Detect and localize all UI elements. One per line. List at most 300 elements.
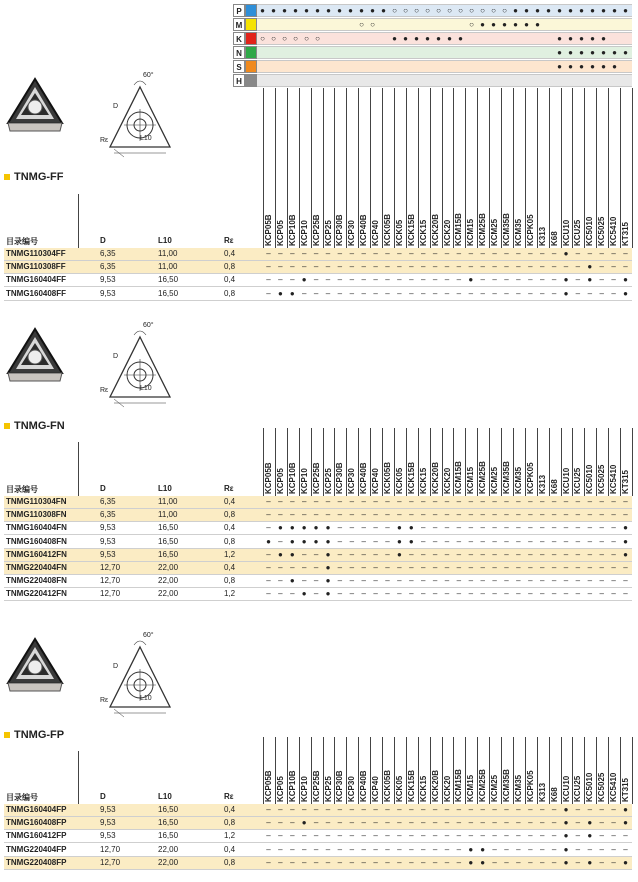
legend-mark: ● <box>535 20 540 29</box>
grade-name: KCP30B <box>335 214 345 246</box>
unavailable-dash: – <box>468 510 474 520</box>
unavailable-dash: – <box>575 262 581 272</box>
grade-name: KCP30 <box>347 220 357 246</box>
available-dot: ● <box>313 523 319 533</box>
grade-name: KCM35B <box>502 213 511 246</box>
grade-name: KCM25B <box>478 461 488 494</box>
unavailable-dash: – <box>528 576 533 586</box>
unavailable-dash: – <box>468 249 474 258</box>
unavailable-dash: – <box>290 805 295 814</box>
legend-mark <box>521 61 532 72</box>
unavailable-dash: – <box>290 857 295 867</box>
unavailable-dash: – <box>599 844 604 854</box>
legend-mark: ○ <box>491 6 496 15</box>
grade-name: KCP05 <box>275 776 285 802</box>
grade-name: KCM25B <box>478 769 488 802</box>
available-dot: ● <box>408 523 414 533</box>
unavailable-dash: – <box>587 576 593 586</box>
grade-name: KCP05B <box>264 770 273 802</box>
unavailable-dash: – <box>420 510 426 520</box>
legend-mark <box>477 47 488 58</box>
unavailable-dash: – <box>504 262 509 272</box>
legend-mark: ○ <box>359 20 364 29</box>
unavailable-dash: – <box>587 805 593 814</box>
unavailable-dash: – <box>539 536 545 546</box>
unavailable-dash: – <box>504 857 509 867</box>
unavailable-dash: – <box>492 818 497 828</box>
grade-name: KCP25B <box>311 214 321 246</box>
unavailable-dash: – <box>492 510 497 520</box>
cell-l10: 22,00 <box>158 589 179 599</box>
section-bullet-icon <box>4 423 10 429</box>
unavailable-dash: – <box>528 497 533 506</box>
grade-name: KCM35B <box>502 769 511 802</box>
unavailable-dash: – <box>325 818 331 828</box>
grade-name: KCP05B <box>264 214 273 246</box>
legend-mark: ● <box>601 48 606 57</box>
unavailable-dash: – <box>397 288 402 298</box>
grade-name: K313 <box>537 226 547 246</box>
unavailable-dash: – <box>551 805 557 814</box>
legend-mark <box>290 47 301 58</box>
cell-l10: 16,50 <box>158 523 179 533</box>
legend-mark <box>290 61 301 72</box>
available-dot: ● <box>623 549 628 559</box>
unavailable-dash: – <box>385 523 390 533</box>
legend-mark <box>488 75 499 86</box>
unavailable-dash: – <box>385 510 390 520</box>
unavailable-dash: – <box>361 844 366 854</box>
legend-row-n <box>233 46 632 59</box>
unavailable-dash: – <box>563 563 569 572</box>
unavailable-dash: – <box>313 497 319 506</box>
legend-mark: ● <box>612 6 617 15</box>
section-title-text: TNMG-FP <box>14 729 65 741</box>
cell-code: TNMG220404FP <box>6 844 67 854</box>
legend-label: K <box>233 32 245 45</box>
cell-l10: 16,50 <box>158 805 179 814</box>
unavailable-dash: – <box>349 857 355 867</box>
legend-swatch <box>245 60 257 73</box>
unavailable-dash: – <box>409 589 414 599</box>
legend-mark <box>455 75 466 86</box>
legend-mark <box>312 75 323 86</box>
column-header-re: Rε <box>224 236 234 245</box>
unavailable-dash: – <box>409 563 414 572</box>
table-row <box>4 588 632 601</box>
unavailable-dash: – <box>444 288 450 298</box>
legend-mark <box>477 75 488 86</box>
cell-l10: 16,50 <box>158 275 179 285</box>
grade-name: KCP30 <box>347 468 357 494</box>
unavailable-dash: – <box>599 589 604 599</box>
unavailable-dash: – <box>361 576 366 586</box>
legend-mark: ● <box>623 48 628 57</box>
unavailable-dash: – <box>528 288 533 298</box>
legend-mark <box>565 75 576 86</box>
unavailable-dash: – <box>266 262 271 272</box>
unavailable-dash: – <box>611 589 616 599</box>
grade-name: KCK20 <box>442 467 452 494</box>
grade-name: KCP10B <box>287 770 297 802</box>
legend-label: N <box>233 46 245 59</box>
unavailable-dash: – <box>266 818 271 828</box>
unavailable-dash: – <box>397 576 402 586</box>
grade-name: KCM15B <box>454 213 464 246</box>
legend-mark <box>389 47 400 58</box>
diagram-label-d: D <box>113 353 119 360</box>
cell-l10: 22,00 <box>158 576 179 586</box>
legend-swatch <box>245 74 257 87</box>
legend-mark: ○ <box>260 34 265 43</box>
unavailable-dash: – <box>611 262 616 272</box>
legend-mark <box>510 75 521 86</box>
unavailable-dash: – <box>361 497 366 506</box>
unavailable-dash: – <box>373 523 378 533</box>
unavailable-dash: – <box>563 536 569 546</box>
unavailable-dash: – <box>492 563 497 572</box>
legend-mark <box>444 61 455 72</box>
insert-dimension-diagram <box>100 327 180 418</box>
unavailable-dash: – <box>528 275 533 285</box>
unavailable-dash: – <box>361 805 366 814</box>
cell-d: 9,53 <box>100 549 116 559</box>
unavailable-dash: – <box>266 576 271 586</box>
unavailable-dash: – <box>504 576 509 586</box>
available-dot: ● <box>325 549 331 559</box>
section-bullet-icon <box>4 174 10 180</box>
unavailable-dash: – <box>551 549 557 559</box>
legend-mark <box>477 33 488 44</box>
cell-d: 9,53 <box>100 818 116 828</box>
legend-mark: ● <box>612 62 617 71</box>
insert-photo-icon <box>4 635 66 700</box>
available-dot: ● <box>266 536 271 546</box>
available-dot: ● <box>623 536 628 546</box>
legend-mark <box>444 75 455 86</box>
unavailable-dash: – <box>313 288 319 298</box>
table-row <box>4 804 632 817</box>
unavailable-dash: – <box>266 523 271 533</box>
unavailable-dash: – <box>563 497 569 506</box>
unavailable-dash: – <box>313 589 319 599</box>
unavailable-dash: – <box>432 288 438 298</box>
unavailable-dash: – <box>313 831 319 841</box>
diagram-label-re: Rε <box>100 697 109 704</box>
legend-mark <box>257 47 268 58</box>
cell-l10: 16,50 <box>158 831 179 841</box>
unavailable-dash: – <box>385 288 390 298</box>
grade-column-line <box>632 88 633 248</box>
unavailable-dash: – <box>504 523 509 533</box>
available-dot: ● <box>408 536 414 546</box>
unavailable-dash: – <box>587 844 593 854</box>
unavailable-dash: – <box>504 497 509 506</box>
unavailable-dash: – <box>539 589 545 599</box>
unavailable-dash: – <box>337 262 343 272</box>
unavailable-dash: – <box>313 549 319 559</box>
legend-mark <box>356 61 367 72</box>
grade-name: KCU10 <box>561 775 571 802</box>
insert-dimension-diagram <box>100 637 180 728</box>
grade-name: KCM35B <box>502 461 511 494</box>
legend-mark <box>532 75 543 86</box>
legend-mark <box>510 47 521 58</box>
unavailable-dash: – <box>516 831 521 841</box>
legend-mark: ● <box>447 34 452 43</box>
unavailable-dash: – <box>528 844 533 854</box>
unavailable-dash: – <box>373 589 378 599</box>
unavailable-dash: – <box>611 844 616 854</box>
unavailable-dash: – <box>516 275 521 285</box>
unavailable-dash: – <box>373 510 378 520</box>
grade-name: KCU25 <box>573 219 583 246</box>
legend-mark <box>422 61 433 72</box>
grade-name: KCM25 <box>490 774 500 802</box>
diagram-label-angle: 60° <box>143 632 154 639</box>
unavailable-dash: – <box>397 563 402 572</box>
available-dot: ● <box>313 536 319 546</box>
legend-mark <box>268 19 279 30</box>
unavailable-dash: – <box>611 549 616 559</box>
unavailable-dash: – <box>278 576 283 586</box>
unavailable-dash: – <box>373 536 378 546</box>
cell-d: 12,70 <box>100 563 121 572</box>
table-row <box>4 522 632 535</box>
available-dot: ● <box>301 536 307 546</box>
unavailable-dash: – <box>456 805 462 814</box>
unavailable-dash: – <box>444 844 450 854</box>
unavailable-dash: – <box>409 249 414 258</box>
grade-name: KCP25 <box>323 220 333 246</box>
cell-re: 1,2 <box>224 589 236 599</box>
unavailable-dash: – <box>278 536 283 546</box>
unavailable-dash: – <box>456 818 462 828</box>
cell-d: 6,35 <box>100 497 116 506</box>
unavailable-dash: – <box>266 510 271 520</box>
unavailable-dash: – <box>611 563 616 572</box>
legend-mark <box>356 75 367 86</box>
unavailable-dash: – <box>266 589 271 599</box>
unavailable-dash: – <box>456 536 462 546</box>
legend-mark: ● <box>403 34 408 43</box>
legend-mark <box>312 19 323 30</box>
unavailable-dash: – <box>337 523 343 533</box>
grade-name: KT315 <box>621 469 630 494</box>
legend-row-m <box>233 18 632 31</box>
unavailable-dash: – <box>539 497 545 506</box>
legend-mark <box>257 19 268 30</box>
grade-name: KCP40 <box>371 220 381 246</box>
legend-mark: ● <box>579 34 584 43</box>
unavailable-dash: – <box>539 549 545 559</box>
unavailable-dash: – <box>516 510 521 520</box>
grade-name: KC5025 <box>597 216 607 246</box>
unavailable-dash: – <box>492 249 497 258</box>
legend-mark <box>521 75 532 86</box>
legend-mark: ○ <box>304 34 309 43</box>
unavailable-dash: – <box>385 805 390 814</box>
column-header-l10: L10 <box>158 484 172 493</box>
unavailable-dash: – <box>516 563 521 572</box>
unavailable-dash: – <box>361 589 366 599</box>
unavailable-dash: – <box>599 818 604 828</box>
cell-re: 0,8 <box>224 857 236 867</box>
available-dot: ● <box>563 831 569 841</box>
legend-mark: ● <box>535 6 540 15</box>
cell-re: 0,4 <box>224 805 236 814</box>
legend-mark: ● <box>601 34 606 43</box>
section-title-text: TNMG-FF <box>14 171 64 183</box>
grade-name: KCP05B <box>264 462 273 494</box>
unavailable-dash: – <box>611 510 616 520</box>
unavailable-dash: – <box>504 536 509 546</box>
grade-name: KCK05B <box>383 461 392 494</box>
legend-mark: ● <box>436 34 441 43</box>
cell-re: 0,8 <box>224 818 236 828</box>
unavailable-dash: – <box>301 831 307 841</box>
grade-name: KCM35 <box>513 774 523 802</box>
unavailable-dash: – <box>420 576 426 586</box>
legend-mark <box>466 75 477 86</box>
unavailable-dash: – <box>337 510 343 520</box>
unavailable-dash: – <box>278 818 283 828</box>
unavailable-dash: – <box>337 563 343 572</box>
table-row <box>4 857 632 870</box>
legend-mark <box>356 33 367 44</box>
unavailable-dash: – <box>301 576 307 586</box>
unavailable-dash: – <box>516 844 521 854</box>
unavailable-dash: – <box>349 831 355 841</box>
unavailable-dash: – <box>539 523 545 533</box>
available-dot: ● <box>325 536 331 546</box>
unavailable-dash: – <box>349 818 355 828</box>
grade-name: KCK20 <box>442 219 452 246</box>
legend-mark: ○ <box>293 34 298 43</box>
legend-row-s <box>233 60 632 73</box>
unavailable-dash: – <box>432 857 438 867</box>
legend-mark: ● <box>414 34 419 43</box>
unavailable-dash: – <box>587 510 593 520</box>
available-dot: ● <box>289 576 295 586</box>
legend-mark: ● <box>557 48 562 57</box>
unavailable-dash: – <box>444 831 450 841</box>
legend-mark: ○ <box>480 6 485 15</box>
unavailable-dash: – <box>420 831 426 841</box>
legend-mark <box>433 19 444 30</box>
unavailable-dash: – <box>575 844 581 854</box>
legend-mark <box>510 61 521 72</box>
legend-mark <box>598 19 609 30</box>
grade-name: KCK20 <box>442 775 452 802</box>
unavailable-dash: – <box>420 818 426 828</box>
unavailable-dash: – <box>385 844 390 854</box>
unavailable-dash: – <box>623 563 628 572</box>
legend-mark <box>488 47 499 58</box>
unavailable-dash: – <box>432 497 438 506</box>
legend-mark <box>554 75 565 86</box>
legend-mark: ● <box>491 20 496 29</box>
unavailable-dash: – <box>456 262 462 272</box>
unavailable-dash: – <box>539 805 545 814</box>
unavailable-dash: – <box>528 831 533 841</box>
diagram-label-d: D <box>113 663 119 670</box>
legend-mark <box>576 19 587 30</box>
legend-mark <box>587 19 598 30</box>
unavailable-dash: – <box>468 805 474 814</box>
unavailable-dash: – <box>373 844 378 854</box>
unavailable-dash: – <box>492 275 497 285</box>
legend-mark: ○ <box>282 34 287 43</box>
legend-mark: ○ <box>414 6 419 15</box>
legend-mark <box>367 61 378 72</box>
unavailable-dash: – <box>492 857 497 867</box>
unavailable-dash: – <box>539 831 545 841</box>
table-row <box>4 509 632 522</box>
unavailable-dash: – <box>313 818 319 828</box>
diagram-label-re: Rε <box>100 137 109 144</box>
grade-name: KCK15B <box>406 769 416 802</box>
legend-mark <box>279 61 290 72</box>
grade-name: KCK15 <box>418 467 428 494</box>
cell-re: 0,4 <box>224 844 236 854</box>
grade-name: KC5410 <box>609 772 619 802</box>
cell-l10: 16,50 <box>158 549 179 559</box>
unavailable-dash: – <box>409 497 414 506</box>
unavailable-dash: – <box>599 523 604 533</box>
unavailable-dash: – <box>361 262 366 272</box>
unavailable-dash: – <box>480 805 485 814</box>
cell-code: TNMG220408FP <box>6 857 67 867</box>
cell-d: 9,53 <box>100 288 116 298</box>
unavailable-dash: – <box>539 857 545 867</box>
unavailable-dash: – <box>409 510 414 520</box>
unavailable-dash: – <box>301 510 307 520</box>
unavailable-dash: – <box>313 805 319 814</box>
legend-mark <box>543 19 554 30</box>
legend-mark: ● <box>480 20 485 29</box>
legend-mark <box>345 19 356 30</box>
grade-name: KCP25B <box>311 462 321 494</box>
unavailable-dash: – <box>539 275 545 285</box>
unavailable-dash: – <box>599 831 604 841</box>
grade-name: KCP25 <box>323 776 333 802</box>
table-row <box>4 274 632 287</box>
legend-label: H <box>233 74 245 87</box>
unavailable-dash: – <box>385 831 390 841</box>
unavailable-dash: – <box>313 275 319 285</box>
column-header-code: 目录编号 <box>6 793 38 802</box>
unavailable-dash: – <box>337 589 343 599</box>
unavailable-dash: – <box>575 275 581 285</box>
grade-name: KCPK05 <box>525 770 535 802</box>
legend-mark: ● <box>282 6 287 15</box>
unavailable-dash: – <box>325 510 331 520</box>
unavailable-dash: – <box>456 249 462 258</box>
unavailable-dash: – <box>385 818 390 828</box>
legend-mark <box>532 33 543 44</box>
legend-mark: ● <box>271 6 276 15</box>
grade-name: KCP25B <box>311 770 321 802</box>
unavailable-dash: – <box>444 576 450 586</box>
legend-mark: ○ <box>392 6 397 15</box>
unavailable-dash: – <box>575 536 581 546</box>
unavailable-dash: – <box>420 288 426 298</box>
unavailable-dash: – <box>528 536 533 546</box>
legend-mark <box>345 61 356 72</box>
unavailable-dash: – <box>337 275 343 285</box>
unavailable-dash: – <box>349 844 355 854</box>
